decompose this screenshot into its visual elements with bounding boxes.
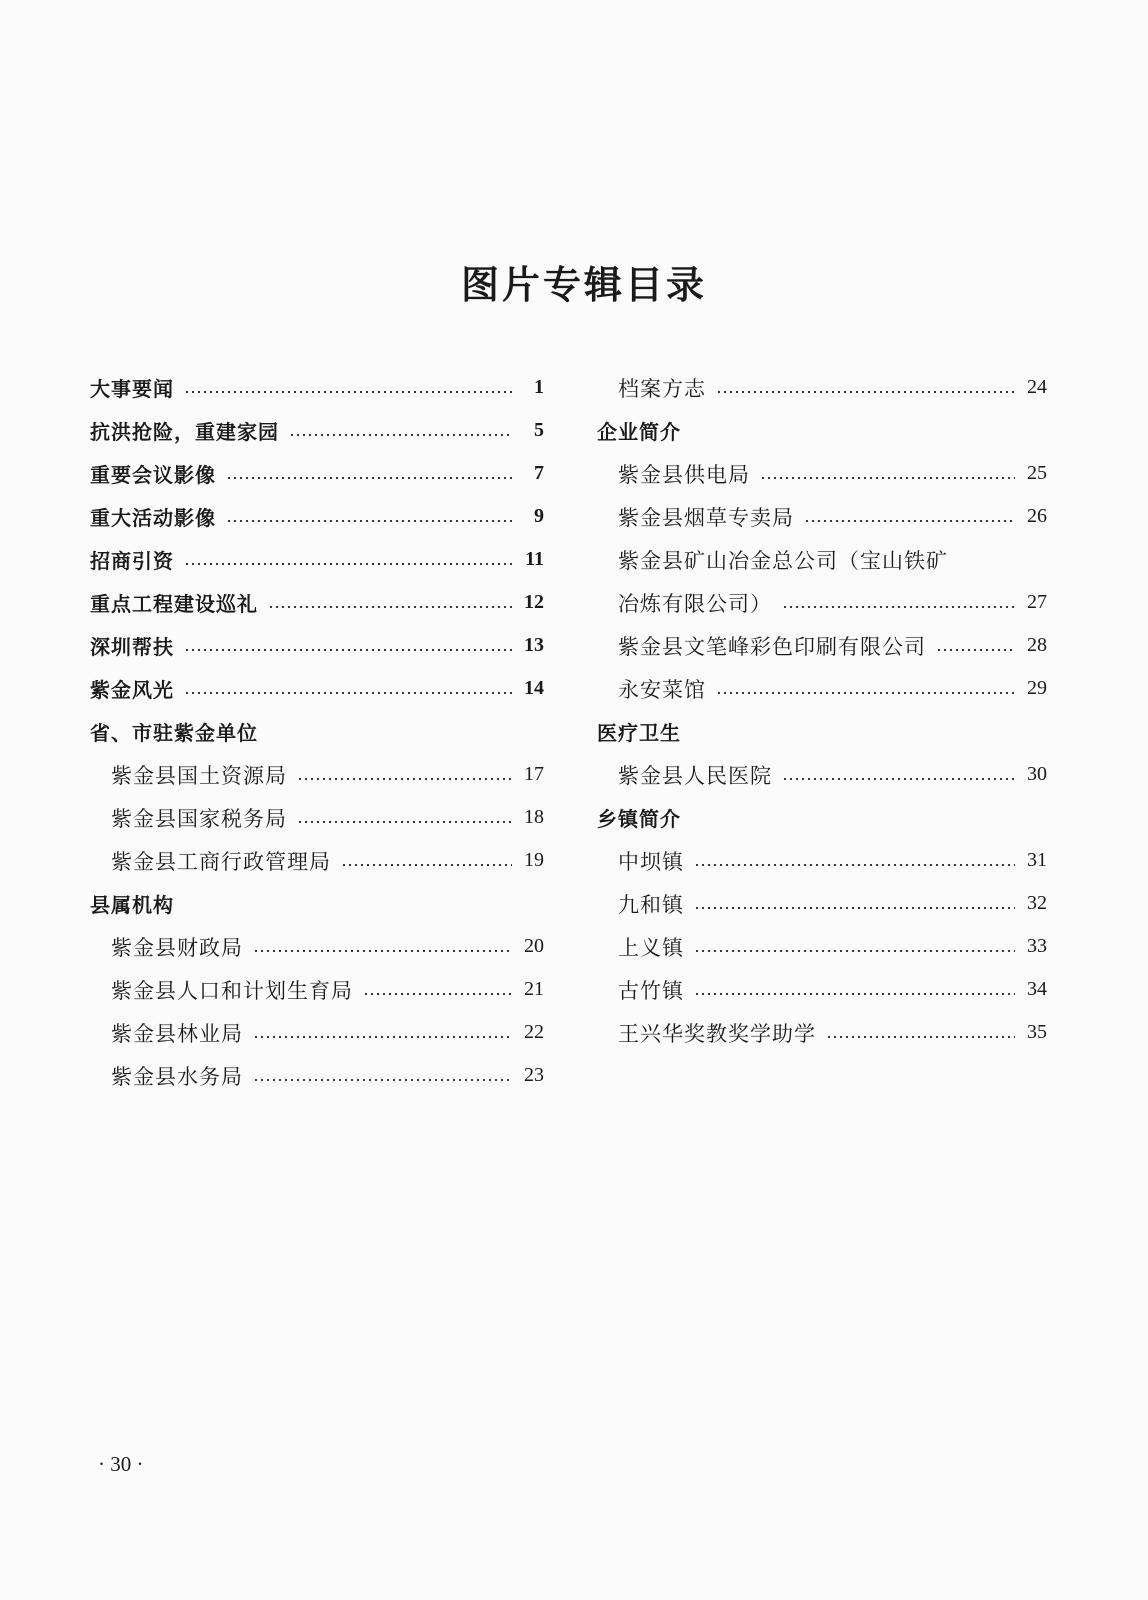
toc-entry bbox=[597, 667, 1047, 710]
dot-leader bbox=[297, 821, 512, 823]
toc-entry bbox=[597, 882, 1047, 925]
toc-entry-title: 紫金县矿山冶金总公司（宝山铁矿 bbox=[618, 548, 948, 573]
toc-entry-title: 紫金县人民医院 bbox=[618, 763, 772, 788]
toc-entry-page: 22 bbox=[524, 1021, 544, 1043]
toc-entry-page: 18 bbox=[524, 806, 544, 828]
toc-entry-page: 26 bbox=[1027, 505, 1047, 527]
toc-entry-title: 县属机构 bbox=[90, 893, 174, 917]
toc-section-heading bbox=[597, 409, 1047, 452]
dot-leader bbox=[782, 606, 1015, 608]
toc-section-heading bbox=[90, 495, 544, 538]
dot-leader bbox=[760, 477, 1015, 479]
dot-leader bbox=[226, 520, 512, 522]
dot-leader bbox=[694, 950, 1015, 952]
dot-leader bbox=[226, 477, 512, 479]
toc-entry-title: 大事要闻 bbox=[90, 377, 174, 401]
toc-entry bbox=[597, 495, 1047, 538]
toc-entry bbox=[597, 581, 1047, 624]
toc-entry-title: 紫金县人口和计划生育局 bbox=[111, 978, 353, 1003]
toc-entry bbox=[90, 968, 544, 1011]
toc-entry bbox=[597, 452, 1047, 495]
toc-section-heading bbox=[597, 796, 1047, 839]
toc-entry-page: 17 bbox=[524, 763, 544, 785]
toc-entry-title: 深圳帮扶 bbox=[90, 635, 174, 659]
toc-section-heading bbox=[90, 409, 544, 452]
toc-entry-page: 24 bbox=[1027, 376, 1047, 398]
toc-entry bbox=[597, 839, 1047, 882]
toc-entry-title: 紫金县国家税务局 bbox=[111, 806, 287, 831]
toc-entry bbox=[597, 366, 1047, 409]
toc-entry-page: 19 bbox=[524, 849, 544, 871]
toc-entry-title: 省、市驻紫金单位 bbox=[90, 721, 258, 745]
dot-leader bbox=[804, 520, 1015, 522]
toc-entry bbox=[90, 1011, 544, 1054]
toc-entry-title: 紫金风光 bbox=[90, 678, 174, 702]
dot-leader bbox=[694, 907, 1015, 909]
toc-entry-page: 33 bbox=[1027, 935, 1047, 957]
toc-entry-page: 11 bbox=[525, 548, 544, 570]
toc-section-heading bbox=[90, 538, 544, 581]
toc-entry-title: 招商引资 bbox=[90, 549, 174, 573]
toc-entry-title: 九和镇 bbox=[618, 892, 684, 917]
toc-entry-page: 28 bbox=[1027, 634, 1047, 656]
toc-entry-title: 重点工程建设巡礼 bbox=[90, 592, 258, 616]
toc-entry-title: 重大活动影像 bbox=[90, 506, 216, 530]
toc-entry-title: 中坝镇 bbox=[618, 849, 684, 874]
dot-leader bbox=[936, 649, 1015, 651]
toc-entry-page: 32 bbox=[1027, 892, 1047, 914]
toc-entry bbox=[90, 1054, 544, 1097]
toc-entry-title: 企业简介 bbox=[597, 420, 681, 444]
toc-entry-title: 档案方志 bbox=[618, 376, 706, 401]
toc-entry-title: 乡镇简介 bbox=[597, 807, 681, 831]
dot-leader bbox=[826, 1036, 1015, 1038]
toc-entry bbox=[597, 753, 1047, 796]
toc-section-heading bbox=[90, 366, 544, 409]
toc-entry bbox=[597, 968, 1047, 1011]
toc-entry-title: 王兴华奖教奖学助学 bbox=[618, 1021, 816, 1046]
toc-entry bbox=[90, 925, 544, 968]
toc-entry-page: 31 bbox=[1027, 849, 1047, 871]
toc-entry-title: 紫金县林业局 bbox=[111, 1021, 243, 1046]
dot-leader bbox=[341, 864, 512, 866]
toc-section-heading bbox=[90, 667, 544, 710]
dot-leader bbox=[253, 950, 512, 952]
toc-entry-page: 23 bbox=[524, 1064, 544, 1086]
toc-entry-title: 紫金县文笔峰彩色印刷有限公司 bbox=[618, 634, 926, 659]
toc-entry bbox=[597, 538, 1047, 581]
toc-entry-page: 1 bbox=[534, 376, 544, 398]
dot-leader bbox=[694, 864, 1015, 866]
dot-leader bbox=[297, 778, 512, 780]
toc-entry-title: 紫金县国土资源局 bbox=[111, 763, 287, 788]
toc-entry bbox=[597, 925, 1047, 968]
toc-entry-title: 医疗卫生 bbox=[597, 721, 681, 745]
toc-entry-title: 上义镇 bbox=[618, 935, 684, 960]
dot-leader bbox=[716, 692, 1015, 694]
toc-entry bbox=[597, 624, 1047, 667]
toc-entry-page: 20 bbox=[524, 935, 544, 957]
toc-entry-page: 27 bbox=[1027, 591, 1047, 613]
toc-entry-page: 29 bbox=[1027, 677, 1047, 699]
toc-entry-page: 21 bbox=[524, 978, 544, 1000]
dot-leader bbox=[363, 993, 512, 995]
dot-leader bbox=[289, 434, 512, 436]
toc-entry-title: 紫金县财政局 bbox=[111, 935, 243, 960]
dot-leader bbox=[184, 563, 512, 565]
toc-section-heading bbox=[90, 452, 544, 495]
toc-entry-page: 35 bbox=[1027, 1021, 1047, 1043]
dot-leader bbox=[694, 993, 1015, 995]
toc-entry-title: 古竹镇 bbox=[618, 978, 684, 1003]
toc-left-column bbox=[90, 366, 544, 1097]
dot-leader bbox=[253, 1079, 512, 1081]
dot-leader bbox=[268, 606, 512, 608]
toc-entry-page: 13 bbox=[524, 634, 544, 656]
toc-section-heading bbox=[90, 581, 544, 624]
toc-entry-page: 7 bbox=[534, 462, 544, 484]
toc-entry-title: 紫金县水务局 bbox=[111, 1064, 243, 1089]
page-title: 图片专辑目录 bbox=[460, 263, 707, 307]
toc-entry-title: 紫金县工商行政管理局 bbox=[111, 849, 331, 874]
toc-entry bbox=[90, 839, 544, 882]
toc-entry-title: 紫金县供电局 bbox=[618, 462, 750, 487]
toc-entry-page: 34 bbox=[1027, 978, 1047, 1000]
dot-leader bbox=[253, 1036, 512, 1038]
toc-entry bbox=[90, 753, 544, 796]
toc-section-heading bbox=[90, 624, 544, 667]
dot-leader bbox=[184, 391, 512, 393]
toc-right-column bbox=[597, 366, 1047, 1054]
toc-entry-title: 紫金县烟草专卖局 bbox=[618, 505, 794, 530]
toc-section-heading bbox=[90, 710, 544, 753]
toc-entry-page: 30 bbox=[1027, 763, 1047, 785]
toc-entry bbox=[597, 1011, 1047, 1054]
toc-entry-page: 5 bbox=[534, 419, 544, 441]
toc-entry-page: 9 bbox=[534, 505, 544, 527]
dot-leader bbox=[716, 391, 1015, 393]
toc-section-heading bbox=[90, 882, 544, 925]
toc-entry-page: 14 bbox=[524, 677, 544, 699]
toc-entry-title: 重要会议影像 bbox=[90, 463, 216, 487]
dot-leader bbox=[782, 778, 1015, 780]
toc-entry-page: 25 bbox=[1027, 462, 1047, 484]
toc-section-heading bbox=[597, 710, 1047, 753]
page-number: · 30 · bbox=[98, 1452, 144, 1476]
toc-entry-title: 冶炼有限公司） bbox=[618, 591, 772, 616]
toc-entry-title: 永安菜馆 bbox=[618, 677, 706, 702]
toc-entry bbox=[90, 796, 544, 839]
toc-entry-title: 抗洪抢险，重建家园 bbox=[90, 420, 279, 444]
dot-leader bbox=[184, 692, 512, 694]
dot-leader bbox=[184, 649, 512, 651]
toc-entry-page: 12 bbox=[524, 591, 544, 613]
